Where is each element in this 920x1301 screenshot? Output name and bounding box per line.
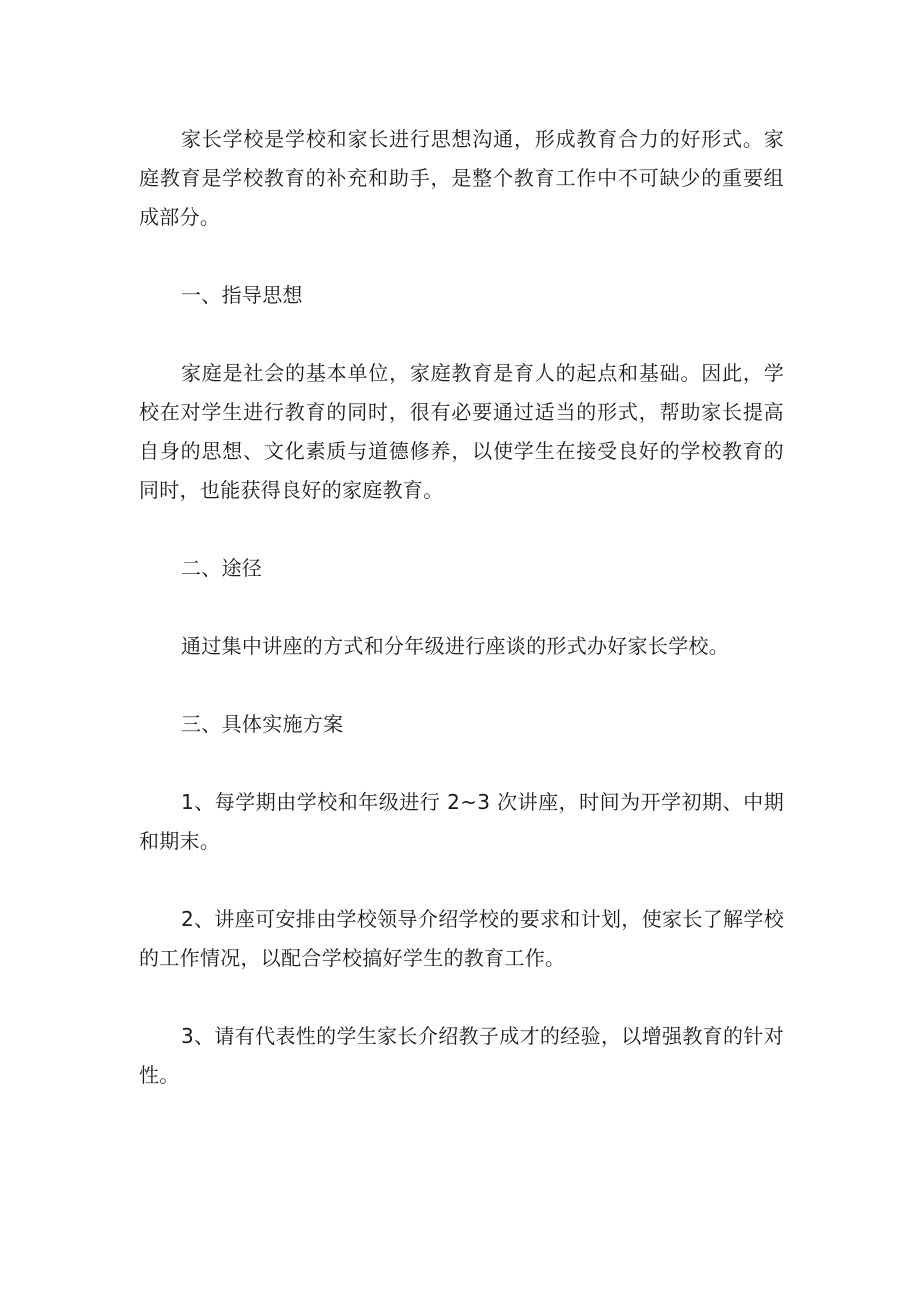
section-heading-approach: 二、途径 <box>181 556 263 580</box>
section-body-guiding-ideology: 家庭是社会的基本单位，家庭教育是育人的起点和基础。因此，学校在对学生进行教育的同时，很有必要通过适当的形式，帮助家长提高自身的思想、文化素质与道德修养，以使学生在接受良好的学校教育的同时，也能获得良好的家庭教育。 <box>139 361 784 502</box>
document-page <box>139 120 784 1134</box>
section-heading-implementation: 三、具体实施方案 <box>181 712 344 736</box>
section-body-approach: 通过集中讲座的方式和分年级进行座谈的形式办好家长学校。 <box>181 634 730 658</box>
intro-paragraph: 家长学校是学校和家长进行思想沟通，形成教育合力的好形式。家庭教育是学校教育的补充和助手，是整个教育工作中不可缺少的重要组成部分。 <box>139 127 784 229</box>
section-heading-guiding-ideology: 一、指导思想 <box>181 283 303 307</box>
implementation-item-1: 1、每学期由学校和年级进行 2~3 次讲座，时间为开学初期、中期和期末。 <box>139 790 784 853</box>
implementation-item-2: 2、讲座可安排由学校领导介绍学校的要求和计划，使家长了解学校的工作情况，以配合学校搞好学生的教育工作。 <box>139 907 784 970</box>
implementation-item-3: 3、请有代表性的学生家长介绍教子成才的经验，以增强教育的针对性。 <box>139 1024 784 1087</box>
